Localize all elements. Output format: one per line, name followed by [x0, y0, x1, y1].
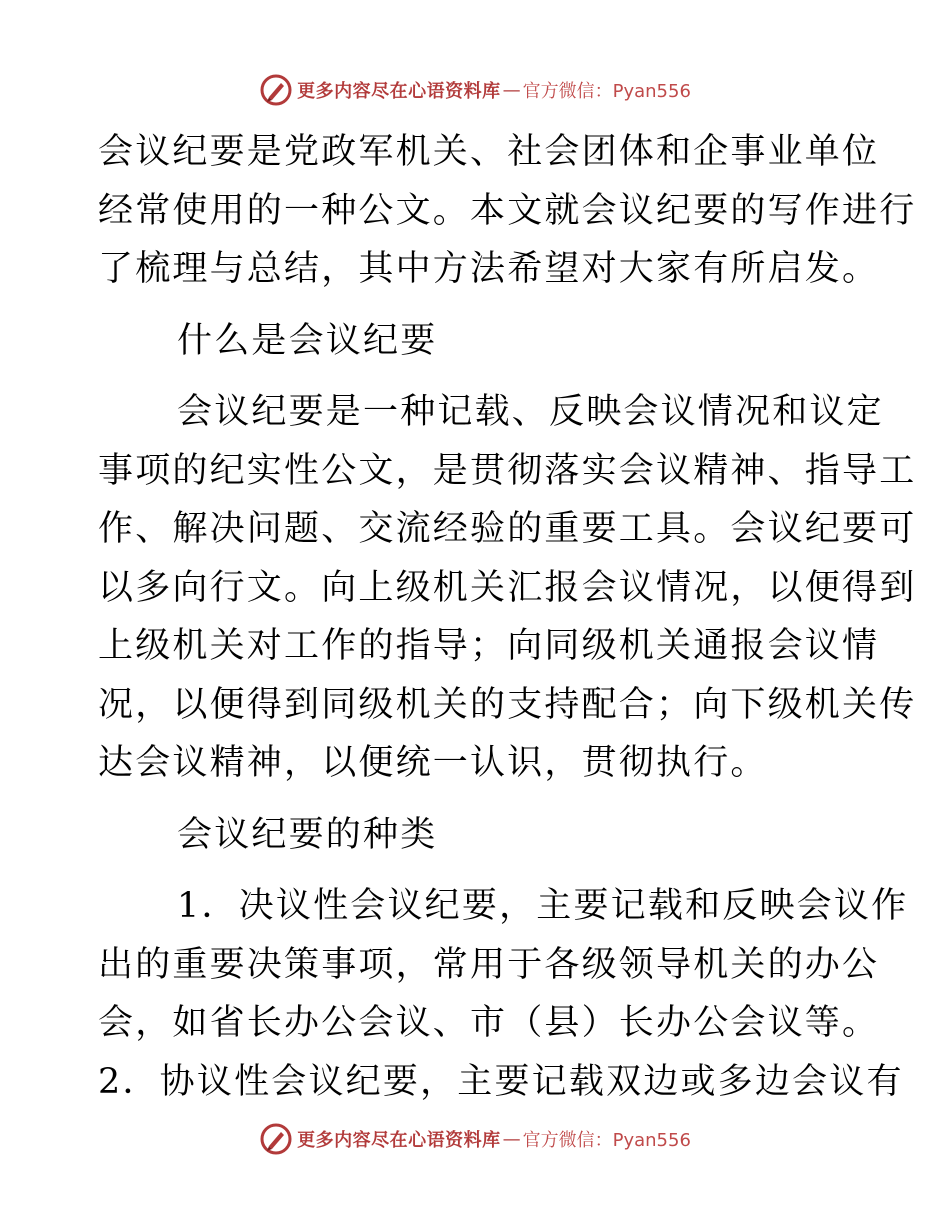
banner-separator: — [502, 1128, 521, 1150]
pen-logo-icon [259, 1122, 293, 1156]
banner-brand-text: 更多内容尽在心语资料库 [297, 81, 501, 102]
list-item-line: 会，如省长办公会议、市（县）长办公会议等。 [98, 1003, 880, 1043]
banner-wechat-text: 官方微信：Pyan556 [522, 81, 691, 102]
paragraph-line: 会议纪要是一种记载、反映会议情况和议定 [177, 392, 884, 432]
section-heading: 什么是会议纪要 [177, 320, 438, 361]
paragraph-line: 事项的纪实性公文，是贯彻落实会议精神、指导工 [98, 450, 917, 491]
banner-separator: — [502, 79, 521, 101]
banner-wechat-text: 官方微信：Pyan556 [522, 1130, 691, 1151]
list-item-line: 2．协议性会议纪要，主要记载双边或多边会议有 [98, 1061, 904, 1102]
paragraph-line: 了梳理与总结，其中方法希望对大家有所启发。 [98, 249, 880, 289]
paragraph-line: 达会议精神，以便统一认识，贯彻执行。 [98, 743, 768, 783]
paragraph-line: 上级机关对工作的指导；向同级机关通报会议情 [98, 626, 880, 666]
list-item-line: 出的重要决策事项，常用于各级领导机关的办公 [98, 944, 880, 985]
article-body [98, 123, 917, 1111]
paragraph-line: 经常使用的一种公文。本文就会议纪要的写作进行 [98, 190, 917, 231]
paragraph-line: 况，以便得到同级机关的支持配合；向下级机关传 [98, 684, 917, 725]
paragraph-line: 作、解决问题、交流经验的重要工具。会议纪要可 [98, 509, 917, 549]
list-item-line: 1．决议性会议纪要，主要记载和反映会议作 [177, 886, 909, 926]
paragraph-line: 以多向行文。向上级机关汇报会议情况，以便得到 [98, 567, 917, 608]
footer-banner [0, 1121, 950, 1157]
paragraph-line: 会议纪要是党政军机关、社会团体和企事业单位 [98, 132, 880, 172]
pen-logo-icon [259, 73, 293, 107]
banner-brand-text: 更多内容尽在心语资料库 [297, 1130, 501, 1151]
section-heading: 会议纪要的种类 [177, 814, 438, 855]
header-banner [0, 72, 950, 108]
